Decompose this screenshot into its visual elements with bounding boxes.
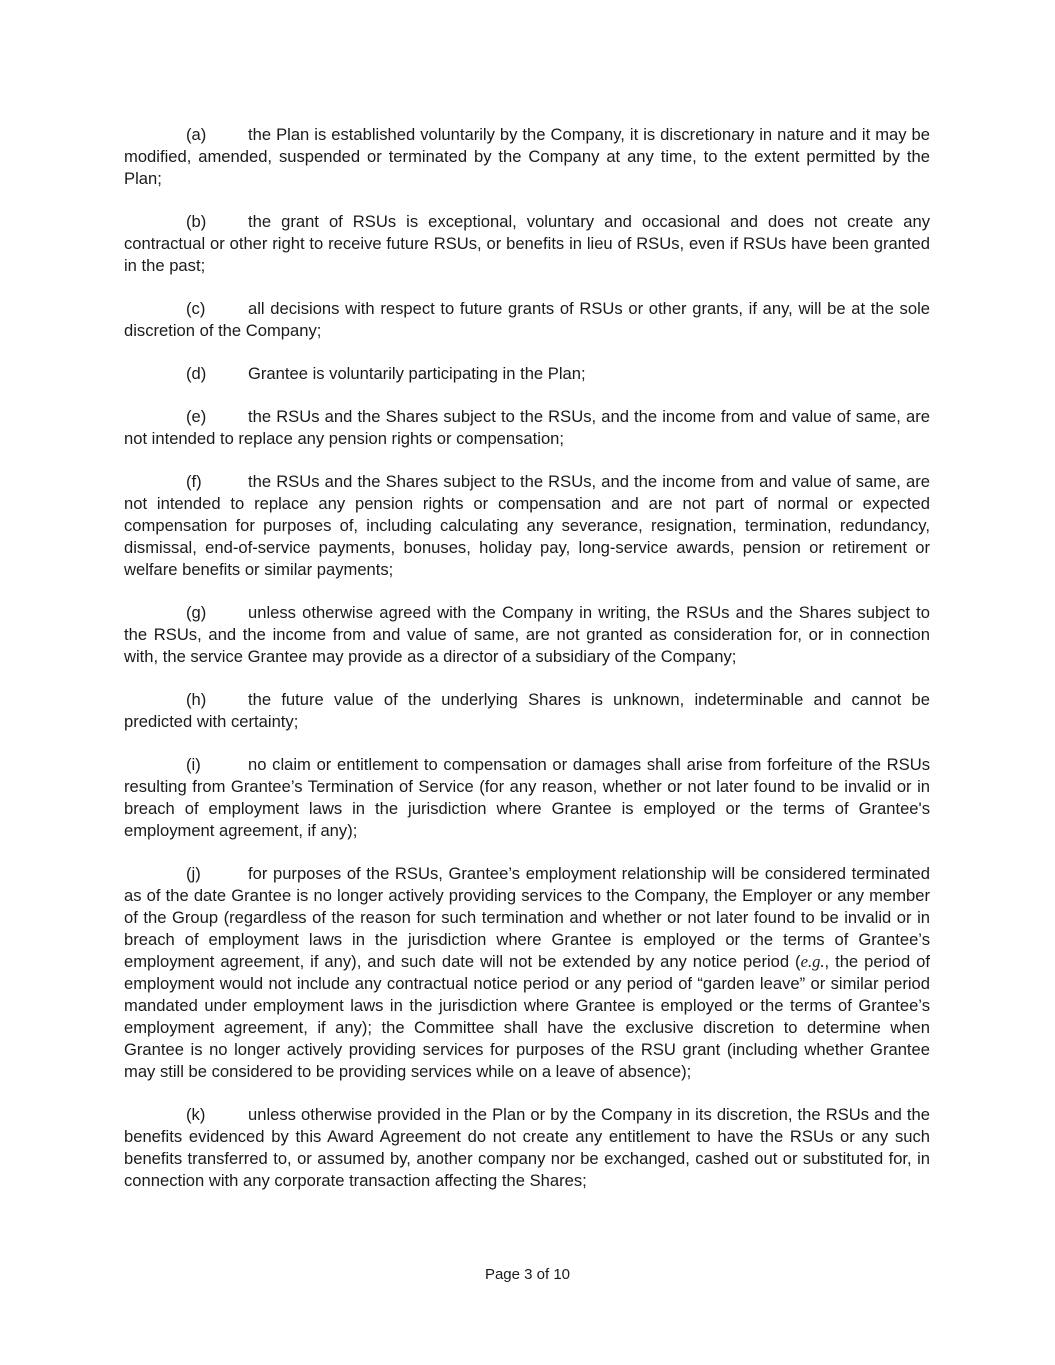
clause-text: no claim or entitlement to compensation or damages shall arise from forfeiture of the RSUs resulting from Grantee’s Termination of Service (for any reason, whether or not later found to be invalid or in breach of employment laws in the jurisdiction where Grantee is employed or the terms of Grantee's employment agreement, if any);: [124, 755, 930, 840]
clause-a: [124, 124, 930, 190]
clause-text: Grantee is voluntarily participating in the Plan;: [248, 364, 586, 383]
clause-text: unless otherwise agreed with the Company in writing, the RSUs and the Shares subject to the RSUs, and the income from and value of same, are not granted as consideration for, or in connection with, the service Grantee may provide as a director of a subsidiary of the Company;: [124, 603, 930, 666]
clause-marker: (a): [186, 125, 207, 144]
clause-i: [124, 754, 930, 842]
clause-text: the RSUs and the Shares subject to the RSUs, and the income from and value of same, are not intended to replace any pension rights or compensation;: [124, 407, 930, 448]
page-number: Page 3 of 10: [484, 1266, 571, 1283]
clause-italic-term: e.g.: [800, 952, 825, 971]
clause-marker: (h): [186, 690, 207, 709]
clause-f: [124, 471, 930, 581]
clause-text: the RSUs and the Shares subject to the RSUs, and the income from and value of same, are not intended to replace any pension rights or compensation and are not part of normal or expected compensation for purposes of, including calculating any severance, resignation, termination, redundancy, dismissal, end-of-service payments, bonuses, holiday pay, long-service awards, pension or retirement or welfare benefits or similar payments;: [124, 472, 930, 579]
clause-k: [124, 1104, 930, 1192]
clause-marker: (g): [186, 603, 207, 622]
clause-text: all decisions with respect to future grants of RSUs or other grants, if any, will be at the sole discretion of the Company;: [124, 299, 930, 340]
clause-text: the future value of the underlying Shares is unknown, indeterminable and cannot be predicted with certainty;: [124, 690, 930, 731]
clause-marker: (b): [186, 212, 207, 231]
clause-text-after: , the period of employment would not include any contractual notice period or any period of “garden leave” or similar period mandated under employment laws in the jurisdiction where Grantee is employed or the terms of Grantee’s employment agreement, if any); the Committee shall have the exclusive discretion to determine when Grantee is no longer actively providing services for purposes of the RSU grant (including whether Grantee may still be considered to be providing services while on a leave of absence);: [124, 952, 930, 1081]
clause-g: [124, 602, 930, 668]
clause-marker: (j): [186, 864, 201, 883]
clause-h: [124, 689, 930, 733]
clause-marker: (k): [186, 1105, 206, 1124]
clause-marker: (e): [186, 407, 207, 426]
document-body: [124, 124, 930, 1213]
clause-text-before: for purposes of the RSUs, Grantee’s employment relationship will be considered terminated as of the date Grantee is no longer actively providing services to the Company, the Employer or any member of the Group (regardless of the reason for such termination and whether or not later found to be invalid or in breach of employment laws in the jurisdiction where Grantee is employed or the terms of Grantee’s employment agreement, if any), and such date will not be extended by any notice period (: [124, 864, 930, 971]
clause-marker: (c): [186, 299, 206, 318]
clause-marker: (d): [186, 364, 207, 383]
clause-text: unless otherwise provided in the Plan or by the Company in its discretion, the RSUs and the benefits evidenced by this Award Agreement do not create any entitlement to have the RSUs or any such benefits transferred to, or assumed by, another company nor be exchanged, cashed out or substituted for, in connection with any corporate transaction affecting the Shares;: [124, 1105, 930, 1190]
clause-text: the grant of RSUs is exceptional, voluntary and occasional and does not create any contractual or other right to receive future RSUs, or benefits in lieu of RSUs, even if RSUs have been granted in the past;: [124, 212, 930, 275]
clause-c: [124, 298, 930, 342]
clause-marker: (i): [186, 755, 201, 774]
clause-text: the Plan is established voluntarily by the Company, it is discretionary in nature and it may be modified, amended, suspended or terminated by the Company at any time, to the extent permitted by the Plan;: [124, 125, 930, 188]
clause-b: [124, 211, 930, 277]
clause-marker: (f): [186, 472, 202, 491]
clause-d: [124, 363, 930, 385]
clause-j: [124, 863, 930, 1083]
clause-e: [124, 406, 930, 450]
